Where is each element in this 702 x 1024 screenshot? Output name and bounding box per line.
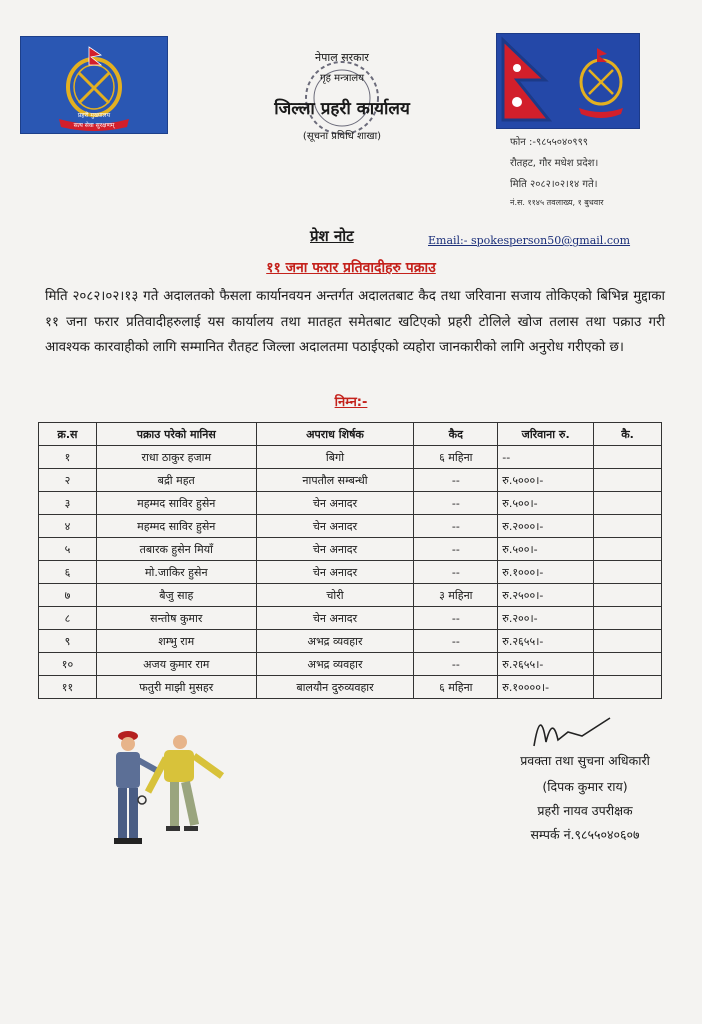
cell-name: बद्री महत <box>96 469 256 492</box>
cell-fine: रु.१०००।- <box>498 561 594 584</box>
cell-jail: ६ महिना <box>414 446 498 469</box>
contact-phone: फोन :-९८५५०४०९९९ <box>510 137 589 148</box>
cell-offense: नापतौल सम्बन्धी <box>256 469 414 492</box>
cell-fine: रु.५००।- <box>498 492 594 515</box>
table-row <box>39 630 662 653</box>
cell-sn: ३ <box>39 492 97 515</box>
list-heading: निम्न:- <box>334 395 368 410</box>
cell-remarks <box>594 515 662 538</box>
cell-name: फतुरी माझी मुसहर <box>96 676 256 699</box>
cell-name: बैजु साह <box>96 584 256 607</box>
cell-remarks <box>594 446 662 469</box>
cell-remarks <box>594 492 662 515</box>
cell-remarks <box>594 607 662 630</box>
cell-name: तबारक हुसेन मियाँ <box>96 538 256 561</box>
cell-remarks <box>594 630 662 653</box>
cell-offense: चेन अनादर <box>256 538 414 561</box>
subtitle: ११ जना फरार प्रतिवादीहरु पक्राउ <box>266 260 436 276</box>
cell-jail: -- <box>414 653 498 676</box>
cell-jail: -- <box>414 607 498 630</box>
cell-sn: ६ <box>39 561 97 584</box>
cell-offense: अभद्र व्यवहार <box>256 630 414 653</box>
cell-sn: ११ <box>39 676 97 699</box>
col-header-sn: क्र.स <box>39 423 97 446</box>
col-header-fine: जरिवाना रु. <box>498 423 594 446</box>
cell-jail: ६ महिना <box>414 676 498 699</box>
table-row <box>39 653 662 676</box>
cell-name: शम्भु राम <box>96 630 256 653</box>
table-row <box>39 676 662 699</box>
nepal-flag-emblem-icon <box>497 34 639 128</box>
cell-sn: ५ <box>39 538 97 561</box>
govt-name: नेपाल सरकार <box>315 51 369 64</box>
contact-date: मिति २०८२।०२।१४ गते। <box>510 179 598 190</box>
ministry-name: गृह मन्त्रालय <box>319 73 365 84</box>
col-header-jail: कैद <box>414 423 498 446</box>
cell-jail: -- <box>414 469 498 492</box>
cell-offense: चेन अनादर <box>256 492 414 515</box>
cell-name: अजय कुमार राम <box>96 653 256 676</box>
cell-fine: रु.५००।- <box>498 538 594 561</box>
table-row <box>39 538 662 561</box>
cell-jail: -- <box>414 561 498 584</box>
table-row <box>39 584 662 607</box>
cell-remarks <box>594 561 662 584</box>
cell-sn: ४ <box>39 515 97 538</box>
cell-remarks <box>594 469 662 492</box>
col-header-remarks: कै. <box>594 423 662 446</box>
cell-jail: ३ महिना <box>414 584 498 607</box>
cell-remarks <box>594 584 662 607</box>
cell-name: महम्मद साविर हुसेन <box>96 515 256 538</box>
cell-fine: रु.२६५५।- <box>498 653 594 676</box>
signatory-rank: प्रहरी नायव उपरीक्षक <box>537 803 633 818</box>
cell-fine: रु.५०००।- <box>498 469 594 492</box>
cell-offense: बिगो <box>256 446 414 469</box>
email-link[interactable]: Email:- spokesperson50@gmail.com <box>428 234 631 247</box>
cell-sn: १ <box>39 446 97 469</box>
cell-name: सन्तोष कुमार <box>96 607 256 630</box>
table-body <box>39 446 662 699</box>
cell-sn: ९ <box>39 630 97 653</box>
cell-name: राधा ठाकुर हजाम <box>96 446 256 469</box>
office-section: (सूचना प्रविधि शाखा) <box>302 131 382 142</box>
table-header-row <box>39 423 662 446</box>
cell-offense: चेन अनादर <box>256 515 414 538</box>
left-logo-caption-2: सत्य सेवा सुरक्षणम् <box>73 122 115 129</box>
arrest-table <box>38 422 662 699</box>
cell-remarks <box>594 538 662 561</box>
signatory-name: (दिपक कुमार राय) <box>542 779 628 794</box>
signatory-role: प्रवक्ता तथा सुचना अधिकारी <box>520 753 650 768</box>
signatory-contact: सम्पर्क नं.९८५५०४०६०७ <box>530 827 640 842</box>
cell-jail: -- <box>414 492 498 515</box>
table-row <box>39 469 662 492</box>
cell-fine: रु.२६५५।- <box>498 630 594 653</box>
cell-fine: रु.२००।- <box>498 607 594 630</box>
cell-offense: चोरी <box>256 584 414 607</box>
cell-offense: बालयौन दुरुव्यवहार <box>256 676 414 699</box>
cell-fine: रु.२०००।- <box>498 515 594 538</box>
office-header <box>262 44 422 154</box>
cell-jail: -- <box>414 538 498 561</box>
left-logo-caption-1: प्रहरी मुख्यालय <box>77 112 111 119</box>
email-line[interactable] <box>428 234 630 247</box>
cell-sn: ७ <box>39 584 97 607</box>
cell-offense: अभद्र व्यवहार <box>256 653 414 676</box>
office-name: जिल्ला प्रहरी कार्यालय <box>274 99 410 119</box>
cell-name: मो.जाकिर हुसेन <box>96 561 256 584</box>
table-row <box>39 446 662 469</box>
cell-sn: २ <box>39 469 97 492</box>
body-paragraph: मिति २०८२।०२।१३ गते अदालतको फैसला कार्यानवयन अन्तर्गत अदालतबाट कैद तथा जरिवाना सजाय तोकिएको बिभिन्न मुद्दाका ११ जना फरार प्रतिवादीहरुलाई यस कार्यालय तथा मातहत समेतबाट खटिएको प्रहरी टोलिले खोज तलास तथा पक्राउ गरी आवश्यक कारवाहीको लागि सम्मानित रौतहट जिल्ला अदालतमा पठाईएको व्यहोरा जानकारीको लागि अनुरोध गरीएको छ। <box>45 289 665 355</box>
col-header-name: पक्राउ परेको मानिस <box>96 423 256 446</box>
cell-fine: रु.२५००।- <box>498 584 594 607</box>
cell-sn: ८ <box>39 607 97 630</box>
contact-address: रौतहट, गौर मधेश प्रदेश। <box>510 158 599 169</box>
table-row <box>39 515 662 538</box>
police-logo-left <box>20 36 168 134</box>
table-row <box>39 607 662 630</box>
cell-offense: चेन अनादर <box>256 561 414 584</box>
cell-name: महम्मद साविर हुसेन <box>96 492 256 515</box>
cell-remarks <box>594 653 662 676</box>
contact-ref: नं.स. ११४५ तवलाख्य, १ बुधवार <box>510 198 604 207</box>
table-row <box>39 561 662 584</box>
arrest-illustration-icon <box>98 726 238 854</box>
signature-scribble-icon <box>528 712 618 752</box>
cell-remarks <box>594 676 662 699</box>
police-logo-right <box>496 33 640 129</box>
cell-sn: १० <box>39 653 97 676</box>
col-header-offense: अपराध शिर्षक <box>256 423 414 446</box>
cell-jail: -- <box>414 515 498 538</box>
table-row <box>39 492 662 515</box>
cell-jail: -- <box>414 630 498 653</box>
page-title: प्रेश नोट <box>310 227 354 245</box>
cell-fine: -- <box>498 446 594 469</box>
cell-offense: चेन अनादर <box>256 607 414 630</box>
cell-fine: रु.१००००।- <box>498 676 594 699</box>
